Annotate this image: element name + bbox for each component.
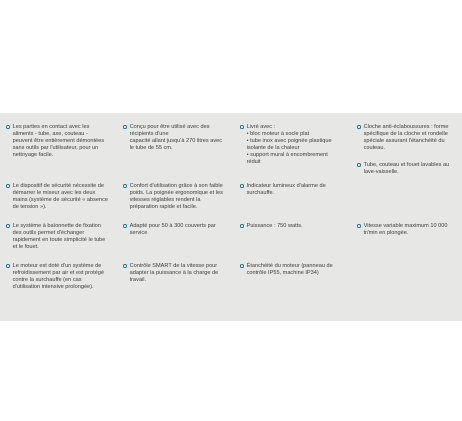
feature-text: Le moteur est doté d'un système de refroidissement par air et est protégé contre la surchauffe (en cas d'utilisation intensive prolongée).: [12, 263, 105, 291]
feature-text: Cloche anti-éclaboussures : forme spécifique de la cloche et rondelle spéciale assurant l'étanchéité du couteau.: [363, 124, 449, 152]
feature-item: [123, 223, 216, 237]
feature-text: Les parties en contact avec les aliments - tube, axe, couteau - peuvent être entièrement démontées sans outils par l'utilisateur, pour un nettoyage facile.: [12, 124, 105, 159]
feature-text: Le système à baïonnette de fixation des outils permet d'échanger rapidement en toute simplicité le tube et le fouet.: [12, 223, 106, 251]
bullet-icon: [6, 264, 10, 268]
feature-text: Étanchéité du moteur (panneau de contrôle IP55, machine IP34): [246, 263, 333, 277]
bullet-icon: [123, 125, 127, 129]
bullet-icon: [123, 264, 127, 268]
bullet-icon: [6, 224, 10, 228]
feature-text: Adapté pour 50 à 300 couverts par service: [129, 223, 216, 237]
bullet-icon: [357, 125, 361, 129]
feature-item: [123, 263, 218, 284]
feature-item: [240, 183, 326, 197]
feature-text: Contrôle SMART de la vitesse pour adapter la puissance à la charge de travail.: [129, 263, 219, 284]
feature-item: [6, 124, 104, 159]
feature-item: [240, 263, 333, 277]
feature-text: Confort d'utilisation grâce à son faible poids. La poignée ergonomique et les vitesses réglables rendent la préparation rapide et facile.: [129, 183, 223, 211]
feature-text: Puissance : 750 watts.: [246, 223, 303, 229]
feature-item: [6, 223, 105, 251]
bullet-icon: [240, 125, 244, 129]
bullet-icon: [6, 125, 10, 129]
bullet-icon: [123, 184, 127, 188]
feature-text: Vitesse variable maximum 10 000 tr/min en plongée.: [363, 223, 448, 237]
feature-item: [123, 124, 222, 152]
bullet-icon: [240, 184, 244, 188]
feature-item: [357, 162, 449, 176]
feature-item: [240, 124, 332, 167]
bullet-icon: [357, 163, 361, 167]
feature-text: Conçu pour être utilisé avec des récipients d'une capacité allant jusqu'à 270 litres avec le tube de 55 cm.: [129, 124, 223, 152]
feature-text: Le dispositif de sécurité nécessite de démarrer le mixeur avec les deux mains (système de sécurité « absence de tension »).: [12, 183, 109, 211]
feature-item: [240, 223, 303, 230]
feature-text: Indicateur lumineux d'alarme de surchauffe.: [246, 183, 326, 197]
bullet-icon: [240, 264, 244, 268]
bullet-icon: [123, 224, 127, 228]
bullet-icon: [357, 224, 361, 228]
feature-item: [6, 263, 104, 291]
bullet-icon: [240, 224, 244, 228]
feature-text: Livré avec : • bloc moteur à socle plat • tube inox avec poignée plastique isolante de la chaleur • support mural à encombrement réduit: [246, 124, 332, 166]
feature-item: [357, 223, 447, 237]
bullet-icon: [6, 184, 10, 188]
feature-item: [123, 183, 223, 211]
feature-text: Tube, couteau et fouet lavables au lave-vaisselle.: [363, 162, 450, 176]
feature-item: [357, 124, 448, 152]
feature-item: [6, 183, 108, 211]
